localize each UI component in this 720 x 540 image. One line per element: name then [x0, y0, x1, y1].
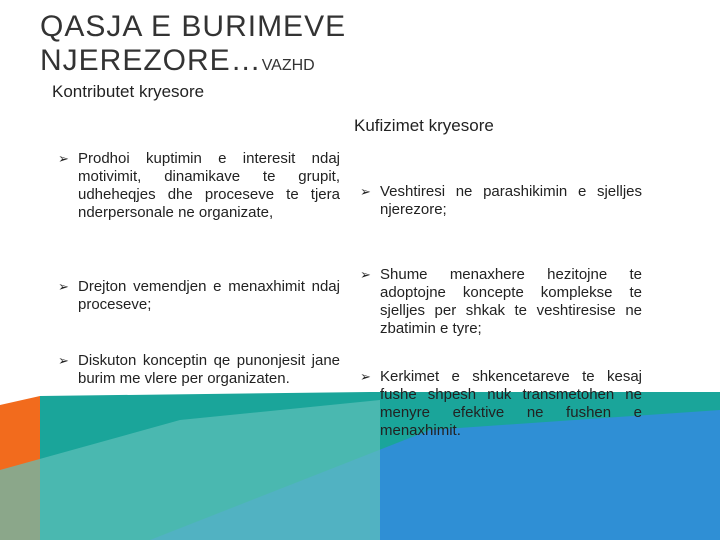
right-heading: Kufizimet kryesore: [354, 116, 494, 135]
left-item-1-wrap: [58, 150, 340, 222]
list-item: [360, 368, 642, 440]
right-item-1-wrap: [360, 183, 642, 219]
bullet-arrow-icon: ➢: [58, 279, 69, 294]
bullet-arrow-icon: ➢: [58, 353, 69, 368]
right-item-text: Kerkimet e shkencetareve te kesaj fushe shpesh nuk transmetohen ne menyre efektive ne fushen e menaxhimit.: [380, 368, 642, 439]
right-item-text: Shume menaxhere hezitojne te adoptojne koncepte komplekse te sjelljes per shkak te veshtiresise ne zbatimin e tyre;: [380, 266, 642, 337]
bullet-arrow-icon: ➢: [360, 267, 371, 282]
title-suffix: VAZHD: [261, 57, 315, 74]
left-item-text: Drejton vemendjen e menaxhimit ndaj proceseve;: [78, 278, 340, 313]
slide-title: [40, 10, 346, 83]
title-main: NJEREZORE…: [40, 44, 262, 77]
bullet-arrow-icon: ➢: [360, 369, 371, 384]
list-item: [360, 183, 642, 219]
right-item-3-wrap: [360, 368, 642, 440]
list-item: [58, 278, 340, 314]
left-heading: Kontributet kryesore: [52, 82, 205, 101]
title-line-2: [40, 44, 346, 83]
list-item: [58, 352, 340, 388]
right-item-text: Veshtiresi ne parashikimin e sjelljes njerezore;: [380, 183, 642, 218]
right-item-2-wrap: [360, 266, 642, 338]
list-item: [360, 266, 642, 338]
list-item: [58, 150, 340, 222]
bullet-arrow-icon: ➢: [360, 184, 371, 199]
bullet-arrow-icon: ➢: [58, 151, 69, 166]
title-line-1: QASJA E BURIMEVE: [40, 10, 347, 43]
left-item-text: Diskuton konceptin qe punonjesit jane burim me vlere per organizaten.: [78, 352, 340, 387]
left-item-text: Prodhoi kuptimin e interesit ndaj motivimit, dinamikave te grupit, udheheqjes dhe proceseve te tjera nderpersonale ne organizate,: [78, 150, 340, 221]
left-item-2-wrap: [58, 278, 340, 314]
left-item-3-wrap: [58, 352, 340, 388]
